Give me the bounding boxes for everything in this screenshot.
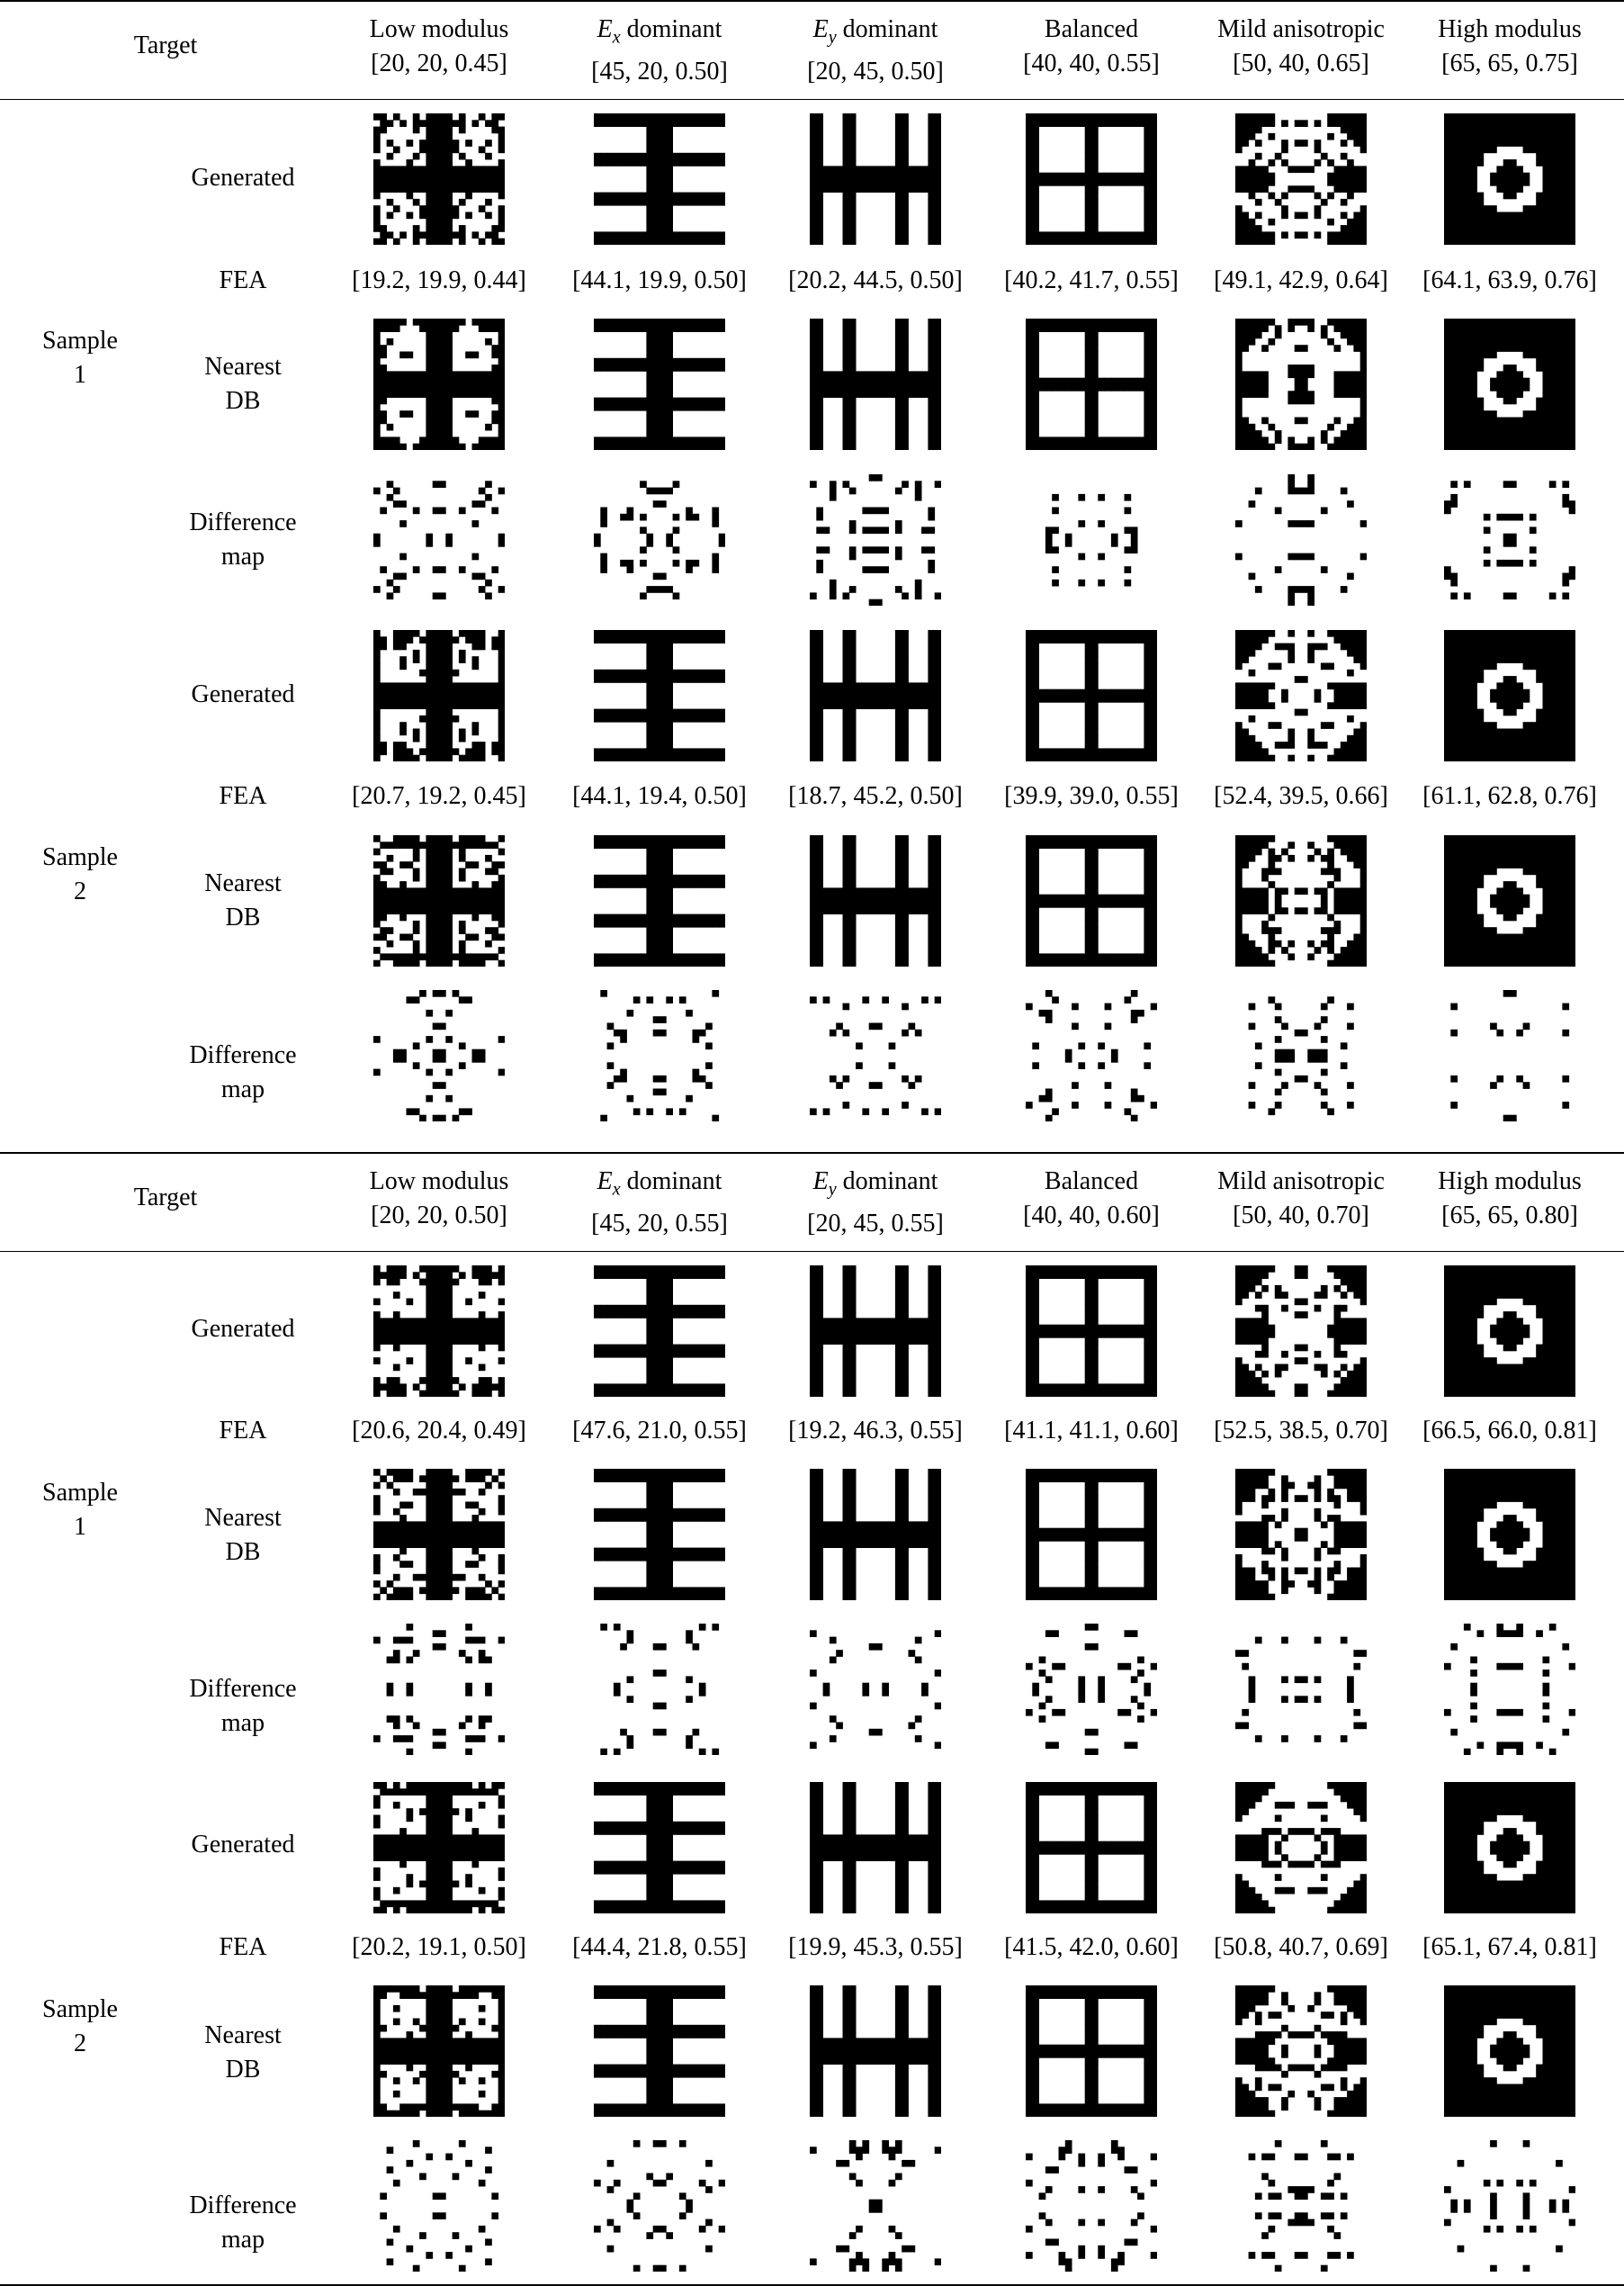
- column-header-3: [1023, 1165, 1160, 1233]
- row-label-nearest-db-line1: Nearest: [204, 353, 282, 381]
- row-label-nearest-db: [204, 350, 282, 418]
- fea-value-5: [66.5, 66.0, 0.81]: [1422, 1417, 1597, 1444]
- nearest-db-structure-5: [1444, 319, 1575, 450]
- nearest-db-structure-5: [1444, 1985, 1575, 2117]
- column-target-3: [40, 40, 0.55]: [1023, 50, 1160, 77]
- column-header-0: [370, 1165, 509, 1233]
- generated-structure-3: [1026, 1782, 1157, 1913]
- row-label-nearest-db-line1: Nearest: [204, 1504, 282, 1532]
- sample-label-1: [42, 324, 118, 392]
- sample-label-2-line2: 2: [74, 2030, 86, 2057]
- target-header-label: Target: [133, 1184, 198, 1211]
- row-label-nearest-db-line1: Nearest: [204, 2021, 282, 2049]
- generated-structure-2: [810, 630, 941, 761]
- difference-map-2: [810, 2140, 941, 2272]
- nearest-db-structure-5: [1444, 835, 1575, 967]
- fea-value-1: [44.1, 19.9, 0.50]: [572, 266, 747, 294]
- fea-value-1: [47.6, 21.0, 0.55]: [572, 1417, 747, 1444]
- generated-structure-0: [373, 1265, 505, 1397]
- row-label-difference-map-line1: Difference: [189, 2192, 297, 2219]
- generated-structure-3: [1026, 1265, 1157, 1397]
- row-label-difference-map-line2: map: [220, 1076, 265, 1103]
- column-header-3: [1023, 13, 1160, 81]
- sample-label-2-line1: Sample: [42, 843, 118, 871]
- row-label-generated: Generated: [191, 1315, 295, 1343]
- modulus-subscript: y: [828, 27, 837, 48]
- row-label-nearest-db: [204, 2019, 282, 2087]
- column-header-5: [1438, 13, 1581, 81]
- row-label-difference-map-line1: Difference: [189, 1675, 297, 1703]
- nearest-db-structure-2: [810, 1985, 941, 2117]
- generated-structure-3: [1026, 113, 1157, 245]
- column-target-4: [50, 40, 0.70]: [1233, 1202, 1369, 1229]
- header-rule: [0, 99, 1624, 100]
- nearest-db-structure-3: [1026, 1985, 1157, 2117]
- fea-value-2: [20.2, 44.5, 0.50]: [788, 266, 963, 294]
- fea-value-0: [20.7, 19.2, 0.45]: [352, 782, 526, 810]
- row-label-difference-map: [189, 2189, 296, 2257]
- difference-map-1: [594, 2140, 725, 2272]
- sample-label-2: [42, 1993, 118, 2061]
- generated-structure-3: [1026, 630, 1157, 761]
- column-name-1: [591, 1165, 728, 1207]
- modulus-symbol: E: [812, 1167, 829, 1195]
- column-target-5: [65, 65, 0.75]: [1441, 50, 1578, 77]
- difference-map-3: [1026, 1624, 1157, 1755]
- difference-map-2: [810, 474, 941, 606]
- column-name-4: Mild anisotropic: [1217, 15, 1385, 43]
- sample-label-1: [42, 1476, 118, 1544]
- fea-value-3: [41.1, 41.1, 0.60]: [1004, 1417, 1179, 1444]
- nearest-db-structure-3: [1026, 319, 1157, 450]
- fea-value-4: [50.8, 40.7, 0.69]: [1214, 1933, 1388, 1961]
- generated-structure-2: [810, 113, 941, 245]
- column-header-2: [807, 13, 944, 89]
- row-label-fea: FEA: [219, 266, 267, 294]
- modulus-subscript: x: [612, 1179, 621, 1200]
- nearest-db-structure-0: [373, 1985, 505, 2117]
- column-name-rest: dominant: [836, 15, 938, 43]
- column-name-5: High modulus: [1438, 1167, 1582, 1195]
- column-target-3: [40, 40, 0.60]: [1023, 1202, 1160, 1229]
- sample-label-2-line1: Sample: [42, 1995, 118, 2023]
- fea-value-2: [18.7, 45.2, 0.50]: [788, 782, 963, 810]
- column-header-2: [807, 1165, 944, 1241]
- nearest-db-structure-4: [1235, 835, 1367, 967]
- generated-structure-4: [1235, 113, 1367, 245]
- difference-map-1: [594, 1624, 725, 1755]
- nearest-db-structure-4: [1235, 319, 1367, 450]
- nearest-db-structure-0: [373, 835, 505, 967]
- column-name-2: [807, 1165, 944, 1207]
- modulus-symbol: E: [597, 15, 613, 43]
- difference-map-3: [1026, 474, 1157, 606]
- fea-value-3: [39.9, 39.0, 0.55]: [1004, 782, 1179, 810]
- nearest-db-structure-1: [594, 1985, 725, 2117]
- fea-value-1: [44.4, 21.8, 0.55]: [572, 1933, 747, 1961]
- generated-structure-1: [594, 1265, 725, 1397]
- column-header-1: [591, 1165, 728, 1241]
- column-name-0: Low modulus: [369, 15, 509, 43]
- row-label-difference-map: [189, 506, 296, 574]
- difference-map-4: [1235, 1624, 1367, 1755]
- difference-map-4: [1235, 474, 1367, 606]
- nearest-db-structure-3: [1026, 1469, 1157, 1600]
- difference-map-0: [373, 474, 505, 606]
- difference-map-5: [1444, 1624, 1575, 1755]
- difference-map-0: [373, 2140, 505, 2272]
- column-name-3: Balanced: [1044, 15, 1139, 43]
- column-name-0: Low modulus: [369, 1167, 509, 1195]
- column-target-1: [45, 20, 0.50]: [591, 57, 728, 86]
- row-label-nearest-db-line2: DB: [225, 2056, 261, 2084]
- column-name-rest: dominant: [620, 15, 722, 43]
- header-rule: [0, 1251, 1624, 1252]
- column-target-2: [20, 45, 0.55]: [807, 1209, 944, 1238]
- column-name-rest: dominant: [620, 1167, 722, 1195]
- nearest-db-structure-1: [594, 1469, 725, 1600]
- fea-value-4: [52.4, 39.5, 0.66]: [1214, 782, 1388, 810]
- nearest-db-structure-1: [594, 835, 725, 967]
- difference-map-5: [1444, 474, 1575, 606]
- generated-structure-5: [1444, 1782, 1575, 1913]
- fea-value-4: [49.1, 42.9, 0.64]: [1214, 266, 1388, 294]
- generated-structure-1: [594, 113, 725, 245]
- nearest-db-structure-2: [810, 319, 941, 450]
- sample-label-1-line2: 1: [74, 361, 86, 389]
- generated-structure-5: [1444, 113, 1575, 245]
- column-name-2: [807, 13, 944, 55]
- sample-label-1-line1: Sample: [42, 327, 118, 355]
- fea-value-1: [44.1, 19.4, 0.50]: [572, 782, 747, 810]
- column-header-5: [1438, 1165, 1581, 1233]
- column-target-4: [50, 40, 0.65]: [1233, 50, 1369, 77]
- column-header-4: [1217, 13, 1385, 81]
- table-separator-rule: [0, 1152, 1624, 1154]
- sample-label-1-line1: Sample: [42, 1479, 118, 1507]
- nearest-db-structure-1: [594, 319, 725, 450]
- difference-map-0: [373, 1624, 505, 1755]
- column-target-1: [45, 20, 0.55]: [591, 1209, 728, 1238]
- row-label-nearest-db-line1: Nearest: [204, 869, 282, 897]
- nearest-db-structure-4: [1235, 1985, 1367, 2117]
- row-label-generated: Generated: [191, 1831, 295, 1858]
- row-label-nearest-db-line2: DB: [225, 387, 261, 415]
- generated-structure-1: [594, 1782, 725, 1913]
- row-label-fea: FEA: [219, 1933, 267, 1961]
- row-label-difference-map-line1: Difference: [189, 1041, 297, 1069]
- fea-value-2: [19.9, 45.3, 0.55]: [788, 1933, 963, 1961]
- row-label-generated: Generated: [191, 164, 295, 192]
- sample-label-2-line2: 2: [74, 878, 86, 905]
- column-target-5: [65, 65, 0.80]: [1441, 1202, 1578, 1229]
- difference-map-4: [1235, 2140, 1367, 2272]
- column-header-1: [591, 13, 728, 89]
- fea-value-0: [20.2, 19.1, 0.50]: [352, 1933, 526, 1961]
- fea-value-2: [19.2, 46.3, 0.55]: [788, 1417, 963, 1444]
- fea-value-4: [52.5, 38.5, 0.70]: [1214, 1417, 1388, 1444]
- column-target-2: [20, 45, 0.50]: [807, 57, 944, 86]
- row-label-generated: Generated: [191, 680, 295, 708]
- table-top-rule: [0, 0, 1624, 2]
- column-name-5: High modulus: [1438, 15, 1582, 43]
- row-label-difference-map-line1: Difference: [189, 508, 297, 536]
- modulus-symbol: E: [812, 15, 829, 43]
- row-label-difference-map-line2: map: [220, 1709, 265, 1737]
- generated-structure-2: [810, 1782, 941, 1913]
- column-target-0: [20, 20, 0.45]: [371, 50, 507, 77]
- generated-structure-5: [1444, 1265, 1575, 1397]
- difference-map-3: [1026, 990, 1157, 1121]
- nearest-db-structure-5: [1444, 1469, 1575, 1600]
- row-label-difference-map-line2: map: [220, 2226, 265, 2254]
- column-header-4: [1217, 1165, 1385, 1233]
- column-target-0: [20, 20, 0.50]: [371, 1202, 507, 1229]
- difference-map-5: [1444, 2140, 1575, 2272]
- nearest-db-structure-2: [810, 835, 941, 967]
- nearest-db-structure-3: [1026, 835, 1157, 967]
- row-label-fea: FEA: [219, 782, 267, 810]
- column-name-3: Balanced: [1044, 1167, 1139, 1195]
- nearest-db-structure-0: [373, 319, 505, 450]
- row-label-difference-map: [189, 1672, 296, 1741]
- row-label-difference-map: [189, 1039, 296, 1107]
- target-header-label: Target: [133, 32, 198, 59]
- nearest-db-structure-4: [1235, 1469, 1367, 1600]
- nearest-db-structure-2: [810, 1469, 941, 1600]
- difference-map-2: [810, 1624, 941, 1755]
- nearest-db-structure-0: [373, 1469, 505, 1600]
- fea-value-0: [20.6, 20.4, 0.49]: [352, 1417, 526, 1444]
- generated-structure-0: [373, 113, 505, 245]
- generated-structure-4: [1235, 1782, 1367, 1913]
- generated-structure-4: [1235, 630, 1367, 761]
- generated-structure-1: [594, 630, 725, 761]
- difference-map-5: [1444, 990, 1575, 1121]
- difference-map-1: [594, 474, 725, 606]
- row-label-nearest-db-line2: DB: [225, 904, 261, 932]
- row-label-nearest-db: [204, 867, 282, 935]
- sample-label-2: [42, 841, 118, 909]
- generated-structure-0: [373, 630, 505, 761]
- difference-map-1: [594, 990, 725, 1121]
- generated-structure-2: [810, 1265, 941, 1397]
- modulus-symbol: E: [597, 1167, 613, 1195]
- generated-structure-0: [373, 1782, 505, 1913]
- fea-value-5: [64.1, 63.9, 0.76]: [1422, 266, 1597, 294]
- sample-label-1-line2: 1: [74, 1513, 86, 1541]
- row-label-nearest-db-line2: DB: [225, 1538, 261, 1566]
- fea-value-5: [65.1, 67.4, 0.81]: [1422, 1933, 1597, 1961]
- difference-map-2: [810, 990, 941, 1121]
- row-label-nearest-db: [204, 1501, 282, 1570]
- modulus-subscript: y: [828, 1179, 837, 1200]
- fea-value-3: [41.5, 42.0, 0.60]: [1004, 1933, 1179, 1961]
- fea-value-3: [40.2, 41.7, 0.55]: [1004, 266, 1179, 294]
- column-name-1: [591, 13, 728, 55]
- difference-map-4: [1235, 990, 1367, 1121]
- generated-structure-5: [1444, 630, 1575, 761]
- row-label-difference-map-line2: map: [220, 543, 265, 571]
- column-name-4: Mild anisotropic: [1217, 1167, 1385, 1195]
- fea-value-5: [61.1, 62.8, 0.76]: [1422, 782, 1597, 810]
- column-name-rest: dominant: [836, 1167, 938, 1195]
- difference-map-3: [1026, 2140, 1157, 2272]
- fea-value-0: [19.2, 19.9, 0.44]: [352, 266, 526, 294]
- column-header-0: [370, 13, 509, 81]
- row-label-fea: FEA: [219, 1417, 267, 1444]
- modulus-subscript: x: [612, 27, 621, 48]
- generated-structure-4: [1235, 1265, 1367, 1397]
- difference-map-0: [373, 990, 505, 1121]
